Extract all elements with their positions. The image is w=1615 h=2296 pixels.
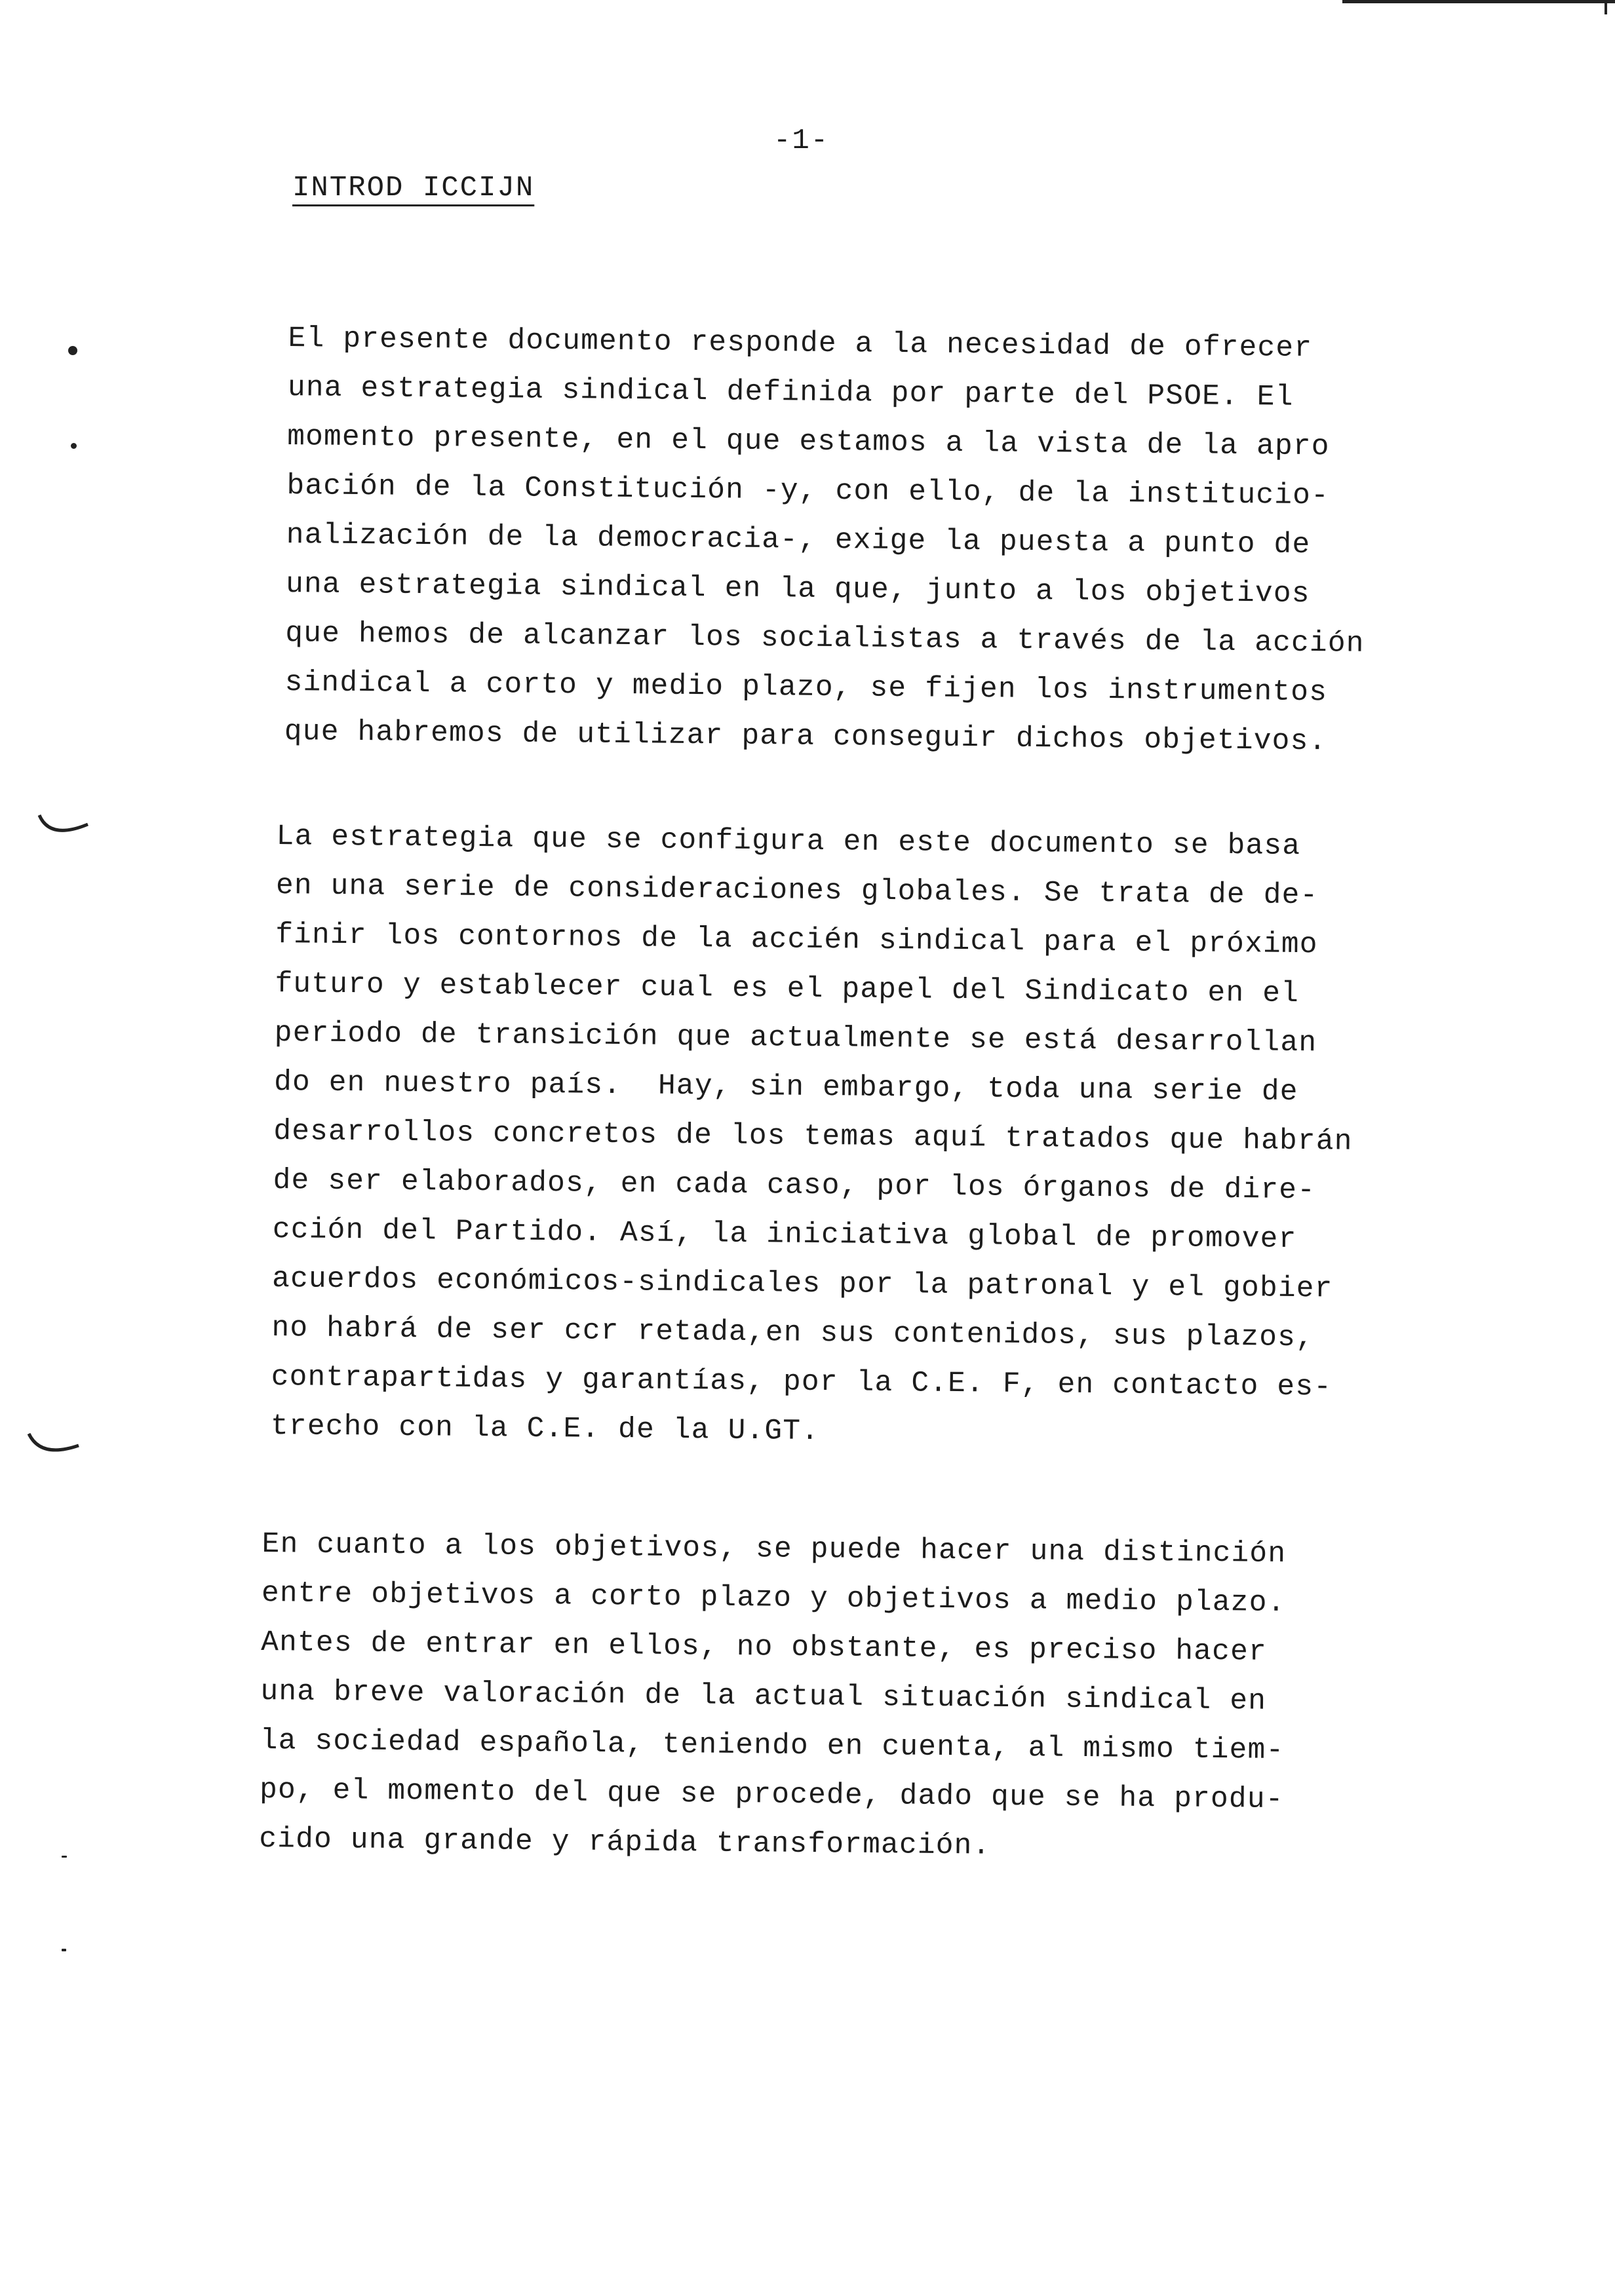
paragraph [284, 315, 1368, 767]
text-line: una estrategia sindical en la que, junto a los objetivos [285, 567, 1310, 611]
text-line: Antes de entrar en ellos, no obstante, es preciso hacer [260, 1626, 1268, 1669]
page-number: -1- [773, 124, 830, 157]
binding-curve-mark [26, 1428, 85, 1468]
text-line: que hemos de alcanzar los socialistas a través de la acción [285, 617, 1365, 660]
text-line: que habremos de utilizar para conseguir dichos objetivos. [284, 715, 1327, 759]
text-line: periodo de transición que actualmente se está desarrollan [274, 1016, 1317, 1060]
text-line: La estrategia que se configura en este documento se basa [276, 820, 1301, 863]
text-line: cción del Partido. Así, la iniciativa global de promover [272, 1213, 1297, 1256]
text-line: momento presente, en el que estamos a la vista de la apro [286, 420, 1330, 464]
punch-hole-mark [71, 443, 77, 449]
section-heading: INTROD ICCIJN [292, 172, 535, 204]
paragraph [271, 813, 1356, 1462]
text-line: una breve valoración de la actual situación sindical en [260, 1675, 1267, 1718]
text-line: trecho con la C.E. de la U.GT. [270, 1409, 820, 1448]
text-line: El presente documento responde a la necesidad de ofrecer [288, 322, 1313, 365]
text-line: do en nuestro país. Hay, sin embargo, toda una serie de [273, 1065, 1298, 1109]
paragraph [259, 1520, 1287, 1874]
scan-speck [62, 1949, 66, 1951]
text-line: de ser elaborados, en cada caso, por los órganos de dire- [273, 1164, 1316, 1208]
text-line: En cuanto a los objetivos, se puede hacer una distinción [262, 1527, 1287, 1571]
scan-border-tick [1605, 0, 1607, 14]
punch-hole-mark [68, 346, 77, 355]
text-line: no habrá de ser ccr retada,en sus contenidos, sus plazos, [271, 1311, 1315, 1355]
text-line: bación de la Constitución -y, con ello, de la institucio- [286, 469, 1330, 513]
scan-speck [62, 1856, 67, 1858]
text-line: una estrategia sindical definida por parte del PSOE. El [287, 371, 1294, 414]
text-line: finir los contornos de la accién sindical para el próximo [275, 918, 1318, 962]
text-line: en una serie de consideraciones globales. Se trata de de- [275, 869, 1319, 913]
text-line: la sociedad española, teniendo en cuenta, al mismo tiem- [260, 1724, 1285, 1767]
text-line: futuro y establecer cual es el papel del Sindicato en el [275, 967, 1300, 1010]
text-line: acuerdos económicos-sindicales por la patronal y el gobier [271, 1262, 1333, 1306]
text-line: contrapartidas y garantías, por la C.E. F, en contacto es- [271, 1360, 1333, 1404]
binding-curve-mark [37, 810, 96, 849]
text-line: desarrollos concretos de los temas aquí tratados que habrán [273, 1115, 1353, 1158]
text-line: entre objetivos a corto plazo y objetivos a medio plazo. [261, 1577, 1286, 1620]
text-line: cido una grande y rápida transformación. [259, 1822, 991, 1863]
text-line: nalización de la democracia-, exige la puesta a punto de [286, 518, 1311, 562]
scan-border-line [1342, 0, 1615, 3]
text-line: po, el momento del que se procede, dado que se ha produ- [259, 1773, 1284, 1816]
text-line: sindical a corto y medio plazo, se fijen los instrumentos [284, 666, 1328, 710]
